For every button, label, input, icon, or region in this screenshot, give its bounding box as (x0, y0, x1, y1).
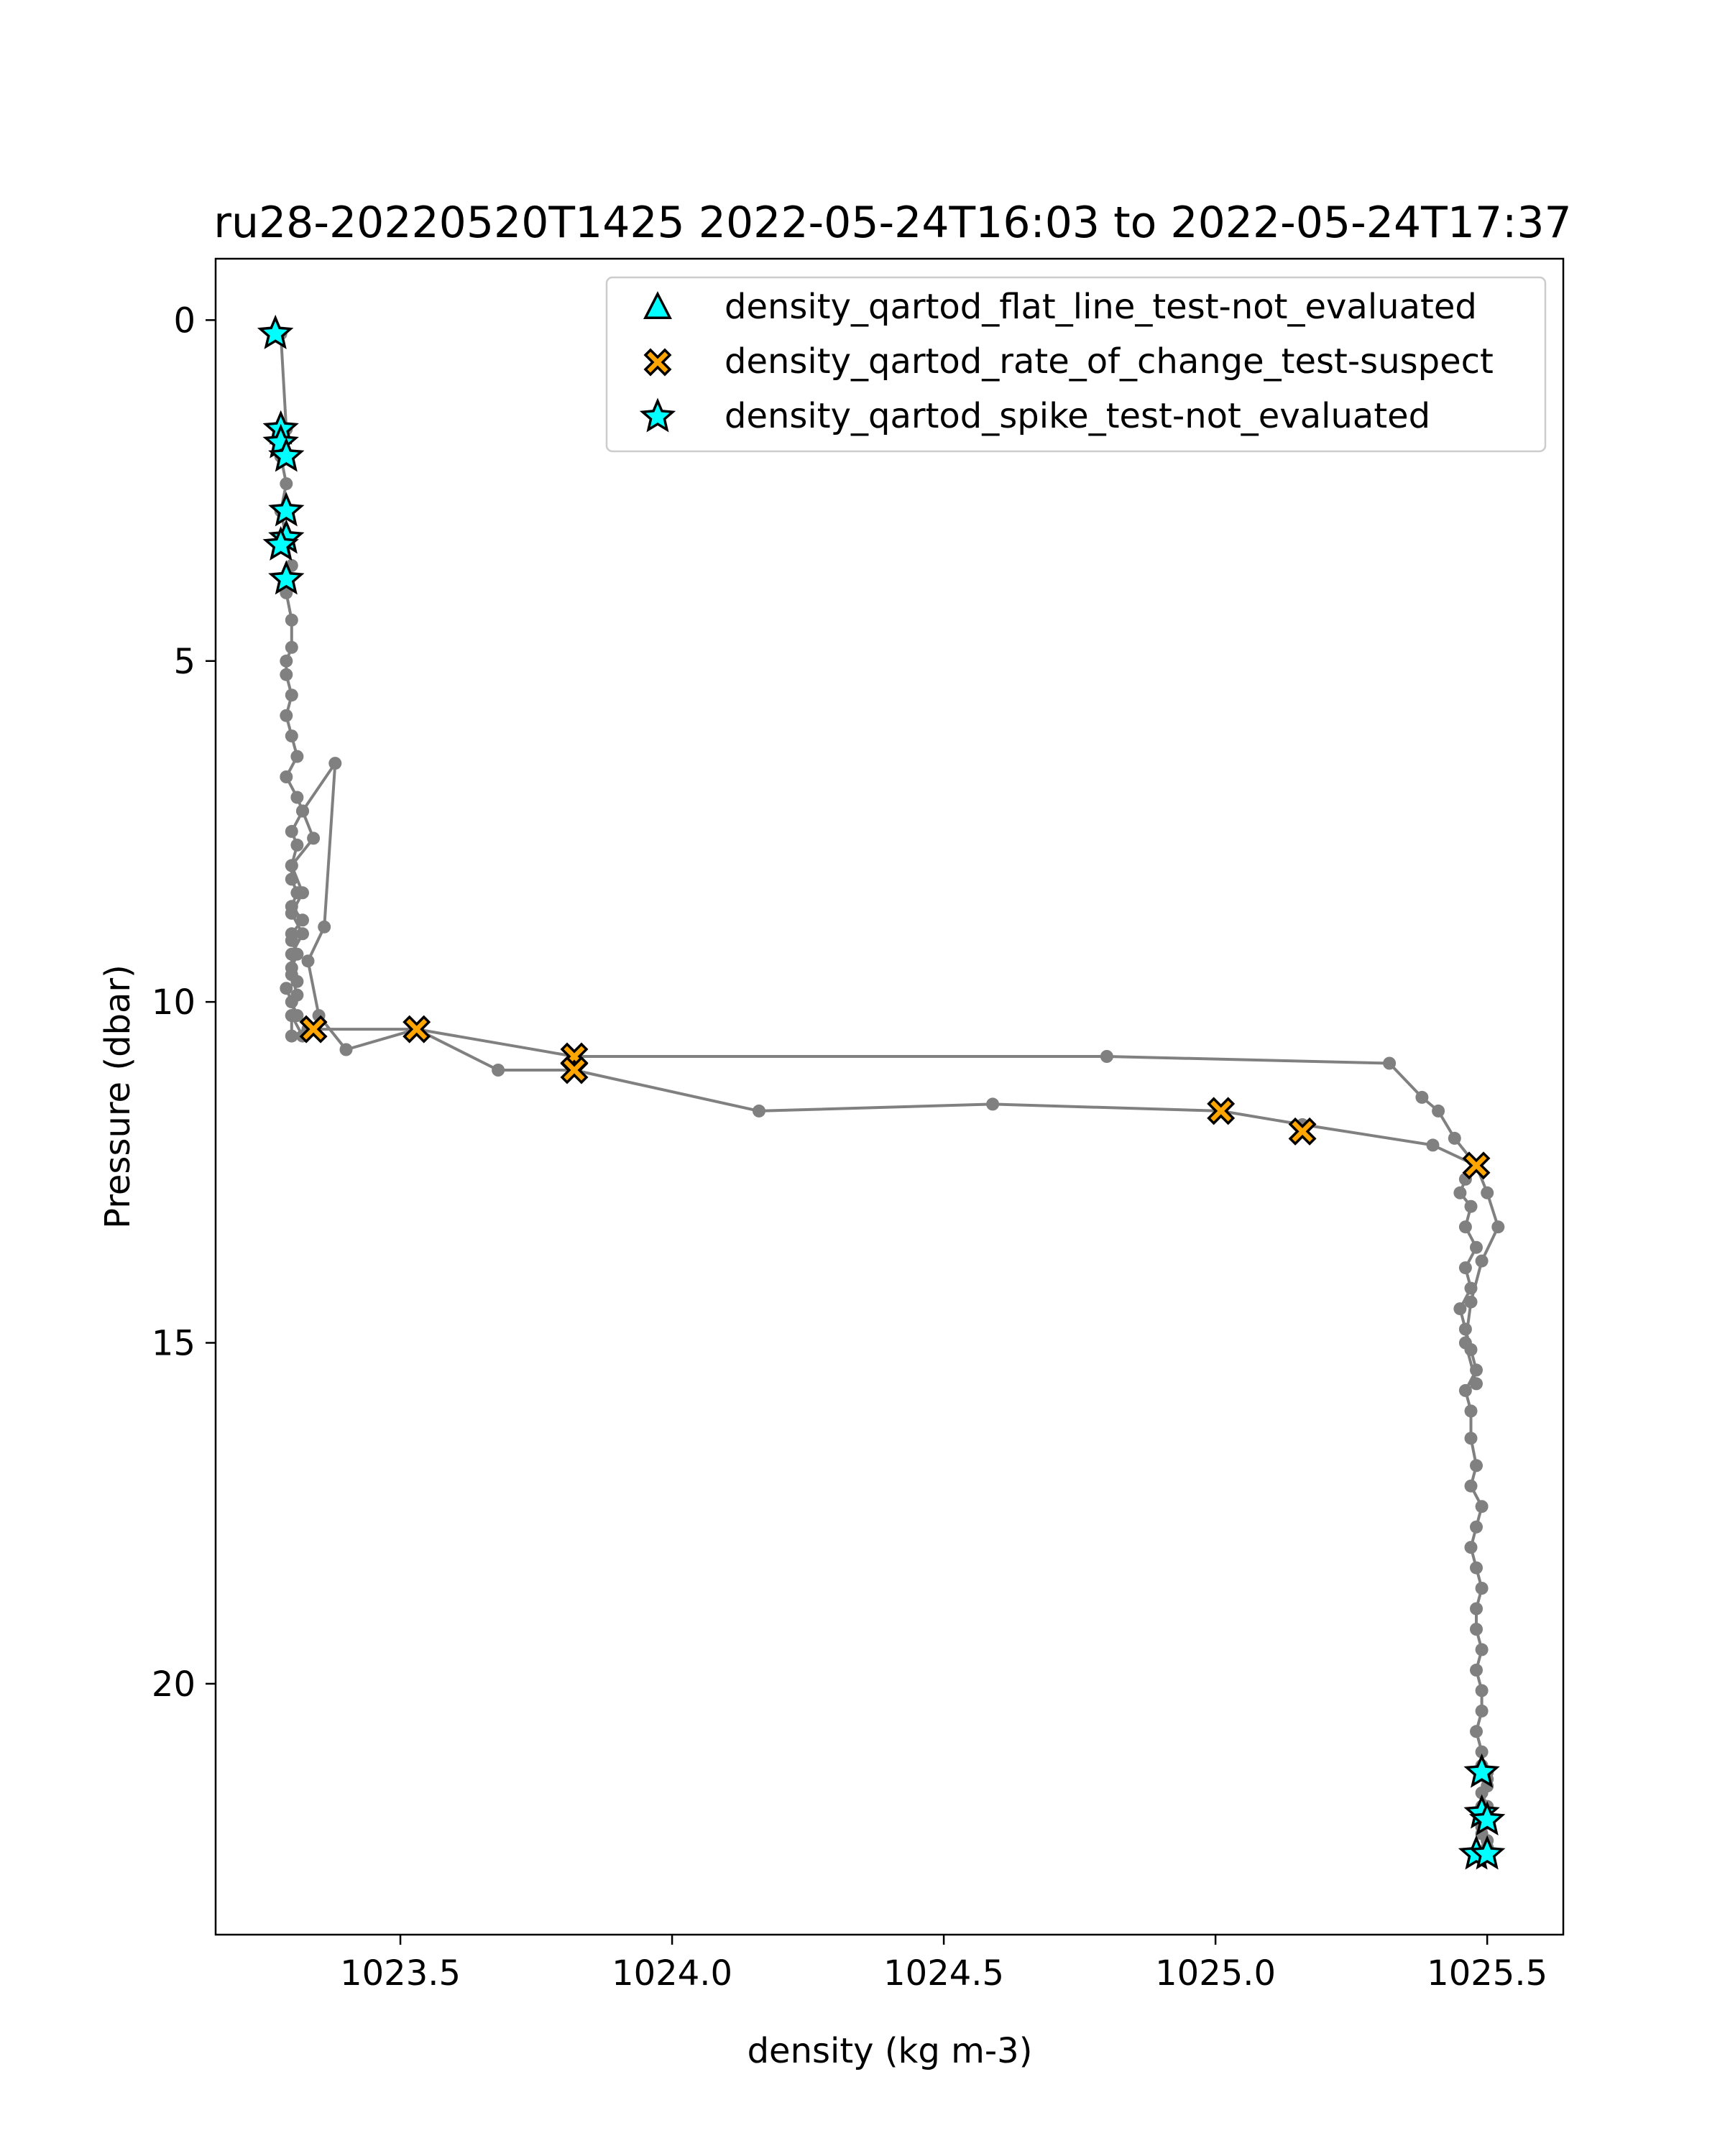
profile-point (340, 1044, 353, 1056)
profile-point (280, 982, 293, 995)
profile-point (1470, 1664, 1483, 1677)
profile-point (1100, 1050, 1113, 1063)
y-tick-label: 20 (151, 1664, 196, 1705)
profile-point (280, 709, 293, 722)
profile-point (1465, 1432, 1478, 1445)
profile-point (492, 1064, 505, 1077)
profile-point (1470, 1241, 1483, 1254)
profile-point (285, 641, 298, 654)
profile-point (285, 968, 298, 981)
profile-point (296, 913, 309, 926)
profile-point (1470, 1521, 1483, 1534)
y-tick-label: 15 (151, 1323, 196, 1364)
profile-point (1465, 1200, 1478, 1213)
axes-background (216, 259, 1563, 1935)
profile-point (1465, 1296, 1478, 1309)
profile-point (1415, 1091, 1428, 1104)
profile-point (1432, 1105, 1445, 1118)
y-tick-label: 10 (151, 982, 196, 1023)
profile-point (1481, 1187, 1494, 1199)
profile-point (1476, 1500, 1489, 1513)
profile-point (1465, 1404, 1478, 1417)
profile-point (285, 729, 298, 742)
profile-point (1453, 1302, 1466, 1315)
plot-area (216, 259, 1563, 1935)
profile-point (753, 1105, 765, 1118)
profile-point (285, 688, 298, 701)
profile-point (285, 948, 298, 961)
profile-point (1459, 1384, 1472, 1397)
y-tick-label: 5 (173, 641, 196, 682)
profile-point (1459, 1220, 1472, 1233)
profile-point (290, 791, 303, 804)
legend (607, 277, 1545, 451)
profile-point (328, 757, 341, 770)
profile-point (285, 825, 298, 838)
chart-title: ru28-20220520T1425 2022-05-24T16:03 to 2022-05-24T17:37 (213, 198, 1572, 248)
profile-point (1476, 1582, 1489, 1595)
profile-point (1465, 1282, 1478, 1295)
profile-point (1383, 1057, 1396, 1070)
profile-point (280, 655, 293, 668)
profile-point (986, 1097, 999, 1110)
y-tick-label: 0 (173, 300, 196, 341)
profile-point (1448, 1132, 1461, 1145)
profile-point (1459, 1261, 1472, 1274)
profile-point (1470, 1459, 1483, 1472)
profile-point (1491, 1220, 1504, 1233)
profile-point (1476, 1643, 1489, 1656)
profile-point (1465, 1480, 1478, 1493)
profile-point (290, 750, 303, 763)
profile-point (1427, 1138, 1440, 1151)
profile-point (1476, 1255, 1489, 1268)
x-tick-label: 1023.5 (340, 1953, 461, 1994)
profile-point (285, 872, 298, 885)
profile-point (307, 831, 320, 844)
profile-point (1476, 1705, 1489, 1718)
profile-point (1453, 1187, 1466, 1199)
profile-point (285, 934, 298, 947)
profile-point (1476, 1684, 1489, 1697)
profile-point (290, 989, 303, 1002)
profile-point (1459, 1323, 1472, 1336)
profile-point (1465, 1541, 1478, 1554)
profile-point (1470, 1562, 1483, 1575)
x-tick-label: 1024.5 (883, 1953, 1005, 1994)
profile-point (1470, 1363, 1483, 1376)
profile-point (285, 614, 298, 627)
profile-point (280, 668, 293, 681)
legend-label-rate-of-change: density_qartod_rate_of_change_test-suspect (724, 341, 1494, 382)
profile-point (280, 770, 293, 783)
profile-point (1470, 1603, 1483, 1616)
profile-point (285, 1009, 298, 1022)
profile-point (296, 927, 309, 940)
profile-point (1459, 1337, 1472, 1350)
profile-point (280, 477, 293, 490)
x-tick-label: 1025.5 (1427, 1953, 1548, 1994)
profile-point (1470, 1377, 1483, 1390)
profile-point (302, 954, 315, 967)
y-axis-label: Pressure (dbar) (98, 964, 138, 1229)
x-tick-label: 1025.0 (1155, 1953, 1276, 1994)
profile-point (318, 921, 331, 934)
profile-point (1470, 1725, 1483, 1738)
x-tick-label: 1024.0 (612, 1953, 733, 1994)
legend-label-flat-line: density_qartod_flat_line_test-not_evaluated (724, 287, 1477, 327)
profile-point (296, 886, 309, 899)
profile-point (296, 805, 309, 818)
profile-point (285, 859, 298, 872)
legend-label-spike: density_qartod_spike_test-not_evaluated (724, 396, 1431, 436)
profile-point (285, 907, 298, 920)
x-axis-label: density (kg m-3) (747, 2031, 1033, 2071)
profile-point (290, 839, 303, 852)
profile-point (1470, 1623, 1483, 1636)
